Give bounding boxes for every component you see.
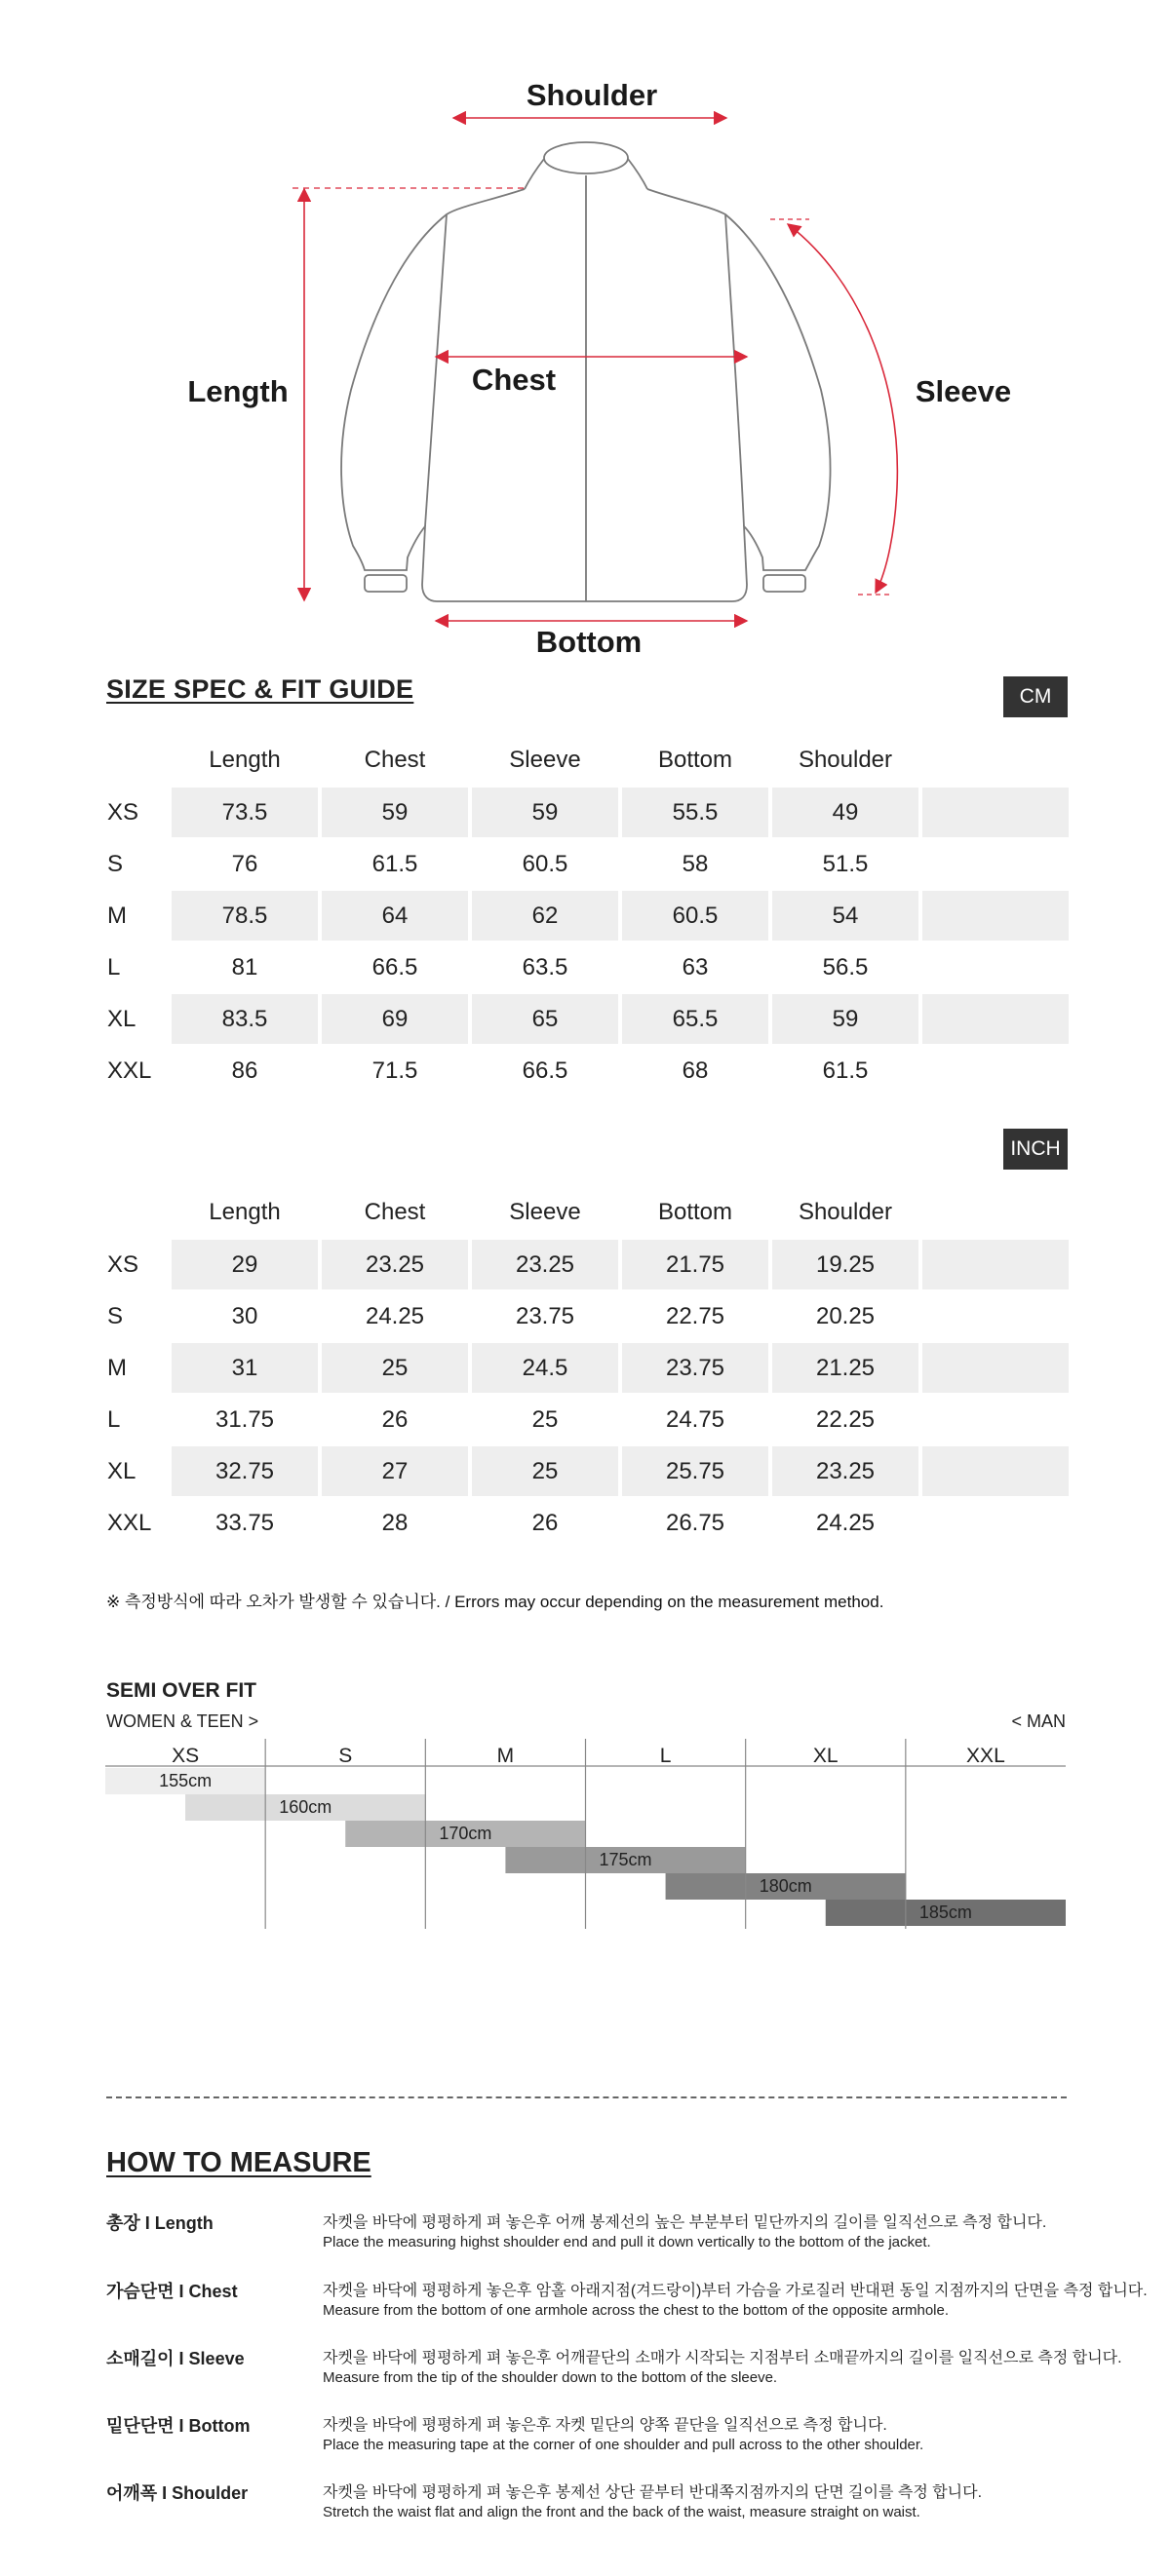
table-cell: 64 <box>322 891 468 941</box>
size-label: XL <box>107 1457 137 1484</box>
fit-size-label: XXL <box>966 1745 1005 1767</box>
measure-desc-ko: 자켓을 바닥에 평평하게 놓은후 암홀 아래지점(겨드랑이)부터 가슴을 가로질러 반대편 동일 지점까지의 단면을 측정 합니다. <box>323 2283 1148 2299</box>
table-cell: 23.75 <box>622 1343 768 1393</box>
table-cell: 69 <box>322 994 468 1044</box>
measure-desc-en: Place the measuring tape at the corner of one shoulder and pull across to the other shoulder. <box>323 2437 924 2453</box>
measure-label: 어깨폭 I Shoulder <box>106 2483 249 2503</box>
table-header-row <box>101 1187 1069 1238</box>
shoulder-label: Shoulder <box>526 78 658 112</box>
table-row <box>101 839 1069 889</box>
table-cell: 25 <box>322 1343 468 1393</box>
measure-label: 가슴단면 I Chest <box>106 2282 238 2301</box>
fit-size-label: M <box>496 1745 515 1767</box>
fit-size-label: L <box>659 1745 672 1767</box>
sleeve-label: Sleeve <box>915 374 1012 408</box>
table-cell: 25 <box>531 1405 559 1433</box>
table-cell: 23.25 <box>472 1240 618 1289</box>
measure-desc-en: Stretch the waist flat and align the front and the back of the waist, measure straight on waist. <box>323 2504 920 2520</box>
fit-size-label: XL <box>812 1745 839 1767</box>
table-cell-empty <box>922 1046 1069 1096</box>
size-spec-title: SIZE SPEC & FIT GUIDE <box>106 674 414 704</box>
table-cell: 23.75 <box>515 1302 575 1329</box>
height-label: 185cm <box>918 1903 972 1922</box>
table-cell: 51.5 <box>822 850 869 877</box>
table-cell: 55.5 <box>622 788 768 837</box>
how-to-measure-title: HOW TO MEASURE <box>106 2147 371 2178</box>
table-cell: 65.5 <box>622 994 768 1044</box>
size-label: XL <box>107 1005 137 1032</box>
size-label: XS <box>107 798 139 826</box>
table-cell: 63 <box>682 953 709 980</box>
size-label: L <box>107 953 121 980</box>
header-shoulder: Shoulder <box>798 1199 893 1225</box>
header-blank <box>101 1187 168 1238</box>
right-cuff <box>763 575 805 592</box>
table-cell-empty <box>922 1395 1069 1444</box>
table-row <box>101 942 1069 992</box>
table-cell: 24.5 <box>472 1343 618 1393</box>
table-cell: 26 <box>381 1405 409 1433</box>
measure-desc-en: Place the measuring highst shoulder end and pull it down vertically to the bottom of the jacket. <box>323 2234 931 2250</box>
fit-right-label: < MAN <box>1011 1711 1066 1731</box>
table-cell: 59 <box>472 788 618 837</box>
fit-height-chart <box>105 1739 1066 1934</box>
size-label: XS <box>107 1250 139 1278</box>
table-cell: 20.25 <box>815 1302 876 1329</box>
table-cell: 81 <box>231 953 258 980</box>
header-blank <box>101 735 168 786</box>
measure-desc-ko: 자켓을 바닥에 평평하게 펴 놓은후 어깨 봉제선의 높은 부분부터 밑단까지의 길이를 일직선으로 측정 합니다. <box>323 2214 1047 2231</box>
table-cell-empty <box>922 942 1069 992</box>
size-label: M <box>107 902 127 929</box>
table-row <box>101 994 1069 1044</box>
table-cell: 25 <box>472 1446 618 1496</box>
table-cell: 19.25 <box>772 1240 918 1289</box>
height-label: 180cm <box>759 1876 812 1896</box>
inch-size-table <box>98 1185 1073 1550</box>
table-cell: 61.5 <box>371 850 418 877</box>
table-cell: 66.5 <box>371 953 418 980</box>
table-cell: 26 <box>531 1509 559 1536</box>
cm-size-table <box>98 733 1073 1097</box>
table-row <box>101 788 1069 837</box>
table-cell: 71.5 <box>371 1057 418 1084</box>
table-cell: 25.75 <box>622 1446 768 1496</box>
table-cell-empty <box>922 1291 1069 1341</box>
table-cell: 54 <box>772 891 918 941</box>
header-blank <box>922 1187 1069 1238</box>
table-cell: 33.75 <box>215 1509 275 1536</box>
table-cell: 22.75 <box>665 1302 725 1329</box>
table-cell: 59 <box>322 788 468 837</box>
size-label: S <box>107 850 124 877</box>
table-cell: 28 <box>381 1509 409 1536</box>
table-cell-empty <box>922 1498 1069 1548</box>
measure-label: 밑단단면 I Bottom <box>106 2416 251 2436</box>
table-cell: 21.25 <box>772 1343 918 1393</box>
table-cell: 24.25 <box>365 1302 425 1329</box>
table-cell: 21.75 <box>622 1240 768 1289</box>
table-cell-empty <box>922 994 1069 1044</box>
table-cell: 24.75 <box>665 1405 725 1433</box>
header-sleeve: Sleeve <box>509 1199 581 1225</box>
table-row <box>101 1240 1069 1289</box>
size-label: M <box>107 1354 127 1381</box>
table-row <box>101 1291 1069 1341</box>
table-cell: 56.5 <box>822 953 869 980</box>
height-label: 170cm <box>439 1824 492 1843</box>
measure-desc-ko: 자켓을 바닥에 평평하게 펴 놓은후 자켓 밑단의 양쪽 끝단을 일직선으로 측정 합니다. <box>323 2417 887 2434</box>
table-cell: 61.5 <box>822 1057 869 1084</box>
measure-desc-en: Measure from the bottom of one armhole across the chest to the bottom of the opposite armhole. <box>323 2302 950 2319</box>
fit-title: SEMI OVER FIT <box>106 1679 257 1702</box>
table-cell: 31.75 <box>215 1405 275 1433</box>
table-cell: 63.5 <box>522 953 568 980</box>
header-blank <box>922 735 1069 786</box>
table-cell: 60.5 <box>522 850 568 877</box>
table-cell: 68 <box>682 1057 709 1084</box>
header-chest: Chest <box>364 747 426 773</box>
length-label: Length <box>187 374 289 408</box>
table-header-row <box>101 735 1069 786</box>
header-sleeve: Sleeve <box>509 747 581 773</box>
header-bottom: Bottom <box>657 747 733 773</box>
height-label: 175cm <box>599 1850 652 1869</box>
table-row <box>101 1046 1069 1096</box>
table-cell: 60.5 <box>622 891 768 941</box>
table-cell: 31 <box>172 1343 318 1393</box>
table-cell: 49 <box>772 788 918 837</box>
size-label: L <box>107 1405 121 1433</box>
header-chest: Chest <box>364 1199 426 1225</box>
table-cell-empty <box>922 788 1069 837</box>
size-label: XXL <box>107 1509 152 1536</box>
size-label: S <box>107 1302 124 1329</box>
table-cell: 23.25 <box>772 1446 918 1496</box>
fit-left-label: WOMEN & TEEN > <box>106 1711 259 1731</box>
table-row <box>101 891 1069 941</box>
jacket-measurement-diagram <box>0 0 1171 663</box>
table-cell-empty <box>922 839 1069 889</box>
table-row <box>101 1498 1069 1548</box>
table-cell-empty <box>922 1240 1069 1289</box>
measure-desc-en: Measure from the tip of the shoulder down to the bottom of the sleeve. <box>323 2369 778 2386</box>
table-cell-empty <box>922 1343 1069 1393</box>
sleeve-measure-line <box>788 224 897 593</box>
table-cell: 78.5 <box>172 891 318 941</box>
collar-outline <box>544 142 628 173</box>
header-length: Length <box>209 747 281 773</box>
table-cell: 24.25 <box>815 1509 876 1536</box>
table-cell: 83.5 <box>172 994 318 1044</box>
table-cell-empty <box>922 891 1069 941</box>
table-row <box>101 1343 1069 1393</box>
table-cell: 26.75 <box>665 1509 725 1536</box>
table-cell: 23.25 <box>322 1240 468 1289</box>
fit-size-label: XS <box>172 1745 200 1767</box>
left-cuff <box>365 575 407 592</box>
table-cell: 86 <box>231 1057 258 1084</box>
measure-desc-ko: 자켓을 바닥에 평평하게 펴 놓은후 어깨끝단의 소매가 시작되는 지점부터 소매끝까지의 길이를 일직선으로 측정 합니다. <box>323 2350 1122 2366</box>
table-row <box>101 1446 1069 1496</box>
table-cell: 58 <box>682 850 709 877</box>
chest-label: Chest <box>471 363 557 397</box>
measurement-error-note: ※ 측정방식에 따라 오차가 발생할 수 있습니다. / Errors may occur depending on the measurement method. <box>106 1593 884 1611</box>
table-cell: 32.75 <box>172 1446 318 1496</box>
height-label: 155cm <box>159 1771 213 1790</box>
table-cell: 73.5 <box>172 788 318 837</box>
table-cell: 59 <box>772 994 918 1044</box>
bottom-label: Bottom <box>535 625 643 659</box>
measure-label: 총장 I Length <box>106 2213 214 2233</box>
size-label: XXL <box>107 1057 152 1084</box>
table-cell: 76 <box>231 850 258 877</box>
fit-size-label: S <box>338 1745 353 1767</box>
table-cell: 30 <box>231 1302 258 1329</box>
dashed-divider <box>106 2096 1067 2098</box>
cm-unit-badge: CM <box>1003 676 1068 717</box>
header-length: Length <box>209 1199 281 1225</box>
inch-unit-badge: INCH <box>1003 1129 1068 1170</box>
header-bottom: Bottom <box>657 1199 733 1225</box>
table-cell-empty <box>922 1446 1069 1496</box>
measure-label: 소매길이 I Sleeve <box>106 2349 245 2368</box>
table-row <box>101 1395 1069 1444</box>
measure-desc-ko: 자켓을 바닥에 평평하게 펴 놓은후 봉제선 상단 끝부터 반대쪽지점까지의 단면 길이를 측정 합니다. <box>323 2484 983 2501</box>
table-cell: 65 <box>472 994 618 1044</box>
table-cell: 66.5 <box>522 1057 568 1084</box>
height-label: 160cm <box>279 1797 332 1817</box>
table-cell: 62 <box>472 891 618 941</box>
table-cell: 27 <box>322 1446 468 1496</box>
table-cell: 29 <box>172 1240 318 1289</box>
table-cell: 22.25 <box>815 1405 876 1433</box>
header-shoulder: Shoulder <box>798 747 893 773</box>
